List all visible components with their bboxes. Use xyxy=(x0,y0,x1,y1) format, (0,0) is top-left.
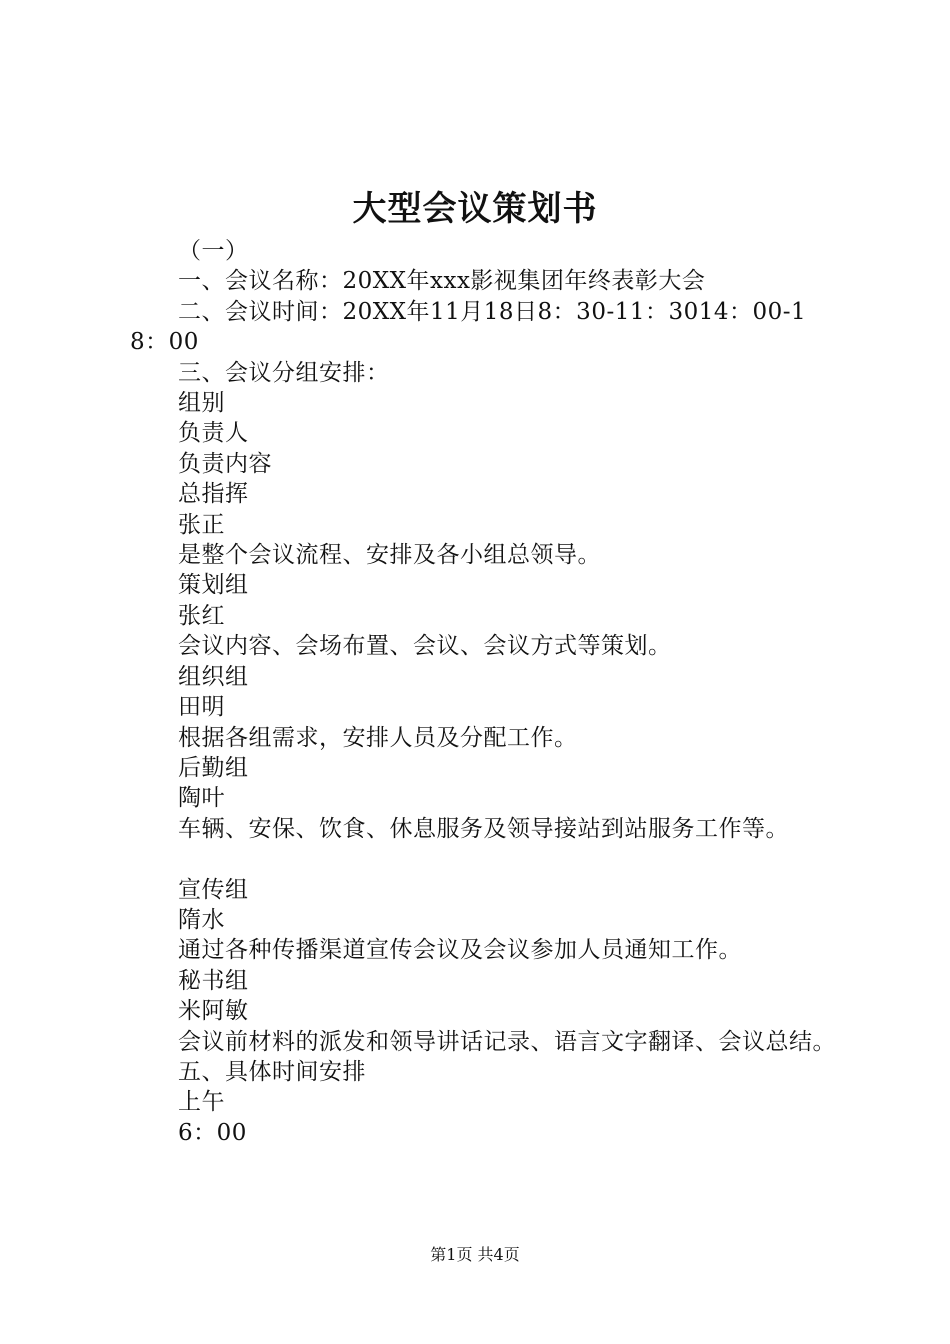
document-body xyxy=(130,236,842,1148)
group-name: 策划组 xyxy=(178,572,249,599)
grouping-heading: 三、会议分组安排： xyxy=(178,359,390,386)
schedule-time: 6：00 xyxy=(178,1119,247,1146)
group-name: 后勤组 xyxy=(178,754,249,781)
meeting-name-line: 一、会议名称：20XX年xxx影视集团年终表彰大会 xyxy=(178,268,706,295)
column-header-owner: 负责人 xyxy=(178,420,249,447)
group-owner: 陶叶 xyxy=(178,785,225,812)
paragraph-gap xyxy=(130,844,842,874)
document-title: 大型会议策划书 xyxy=(352,189,598,229)
column-header-group: 组别 xyxy=(178,390,225,417)
group-owner: 田明 xyxy=(178,694,225,721)
section-heading: （一） xyxy=(178,238,249,264)
group-duty: 车辆、安保、饮食、休息服务及领导接站到站服务工作等。 xyxy=(178,815,789,842)
group-name: 秘书组 xyxy=(178,967,249,994)
column-header-duty: 负责内容 xyxy=(178,450,272,477)
group-duty: 是整个会议流程、安排及各小组总领导。 xyxy=(178,542,601,569)
group-name: 总指挥 xyxy=(178,481,249,508)
group-owner: 张红 xyxy=(178,602,225,629)
group-name: 组织组 xyxy=(178,663,249,690)
group-duty: 会议前材料的派发和领导讲话记录、语言文字翻译、会议总结。 xyxy=(178,1028,836,1055)
group-owner: 张正 xyxy=(178,511,225,538)
meeting-time-line: 二、会议时间：20XX年11月18日8：30-11：3014：00-18：00 xyxy=(130,298,807,356)
page-footer: 第1页 共4页 xyxy=(430,1245,520,1264)
group-owner: 隋水 xyxy=(178,906,225,933)
group-owner: 米阿敏 xyxy=(178,998,249,1025)
group-duty: 通过各种传播渠道宣传会议及会议参加人员通知工作。 xyxy=(178,937,742,964)
group-duty: 根据各组需求，安排人员及分配工作。 xyxy=(178,724,578,751)
schedule-period: 上午 xyxy=(178,1089,225,1116)
group-name: 宣传组 xyxy=(178,876,249,903)
group-duty: 会议内容、会场布置、会议、会议方式等策划。 xyxy=(178,633,672,660)
schedule-heading: 五、具体时间安排 xyxy=(178,1058,366,1085)
